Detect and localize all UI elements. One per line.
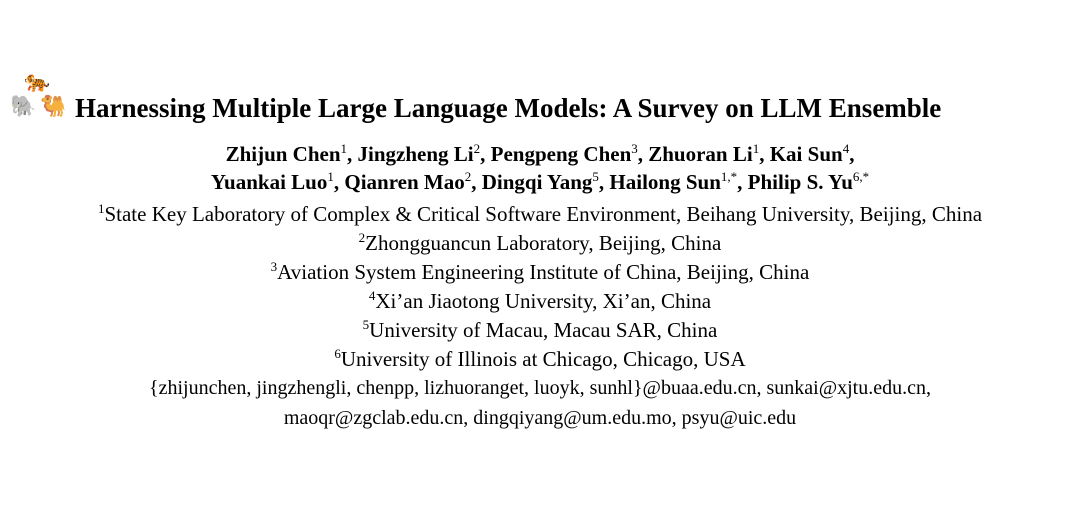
author-name: Kai Sun [769,142,843,166]
affiliation-line [0,200,1080,229]
author-separator: , [737,170,748,194]
author-affiliation-mark: 3 [631,141,638,156]
author-separator: , [849,142,855,166]
title-emoji-group [10,70,74,126]
affiliation-text: Aviation System Engineering Institute of China, Beijing, China [277,260,810,284]
author-affiliation-mark: 1 [327,169,334,184]
tiger-icon: 🐅 [24,69,51,93]
author-name: Jingzheng Li [357,142,474,166]
affiliation-line [0,258,1080,287]
affiliation-text: State Key Laboratory of Complex & Critical Software Environment, Beihang University, Beijing, China [104,202,983,226]
affiliation-mark: 1 [97,201,105,216]
author-list [0,140,1080,196]
author-name: Dingqi Yang [481,170,593,194]
affiliation-mark: 2 [358,230,366,245]
author-affiliation-mark: 2 [473,141,481,156]
author-separator: , [759,142,770,166]
paper-title: Harnessing Multiple Large Language Models: A Survey on LLM Ensemble [75,93,942,123]
author-line-2 [0,168,1080,196]
author-separator: , [637,142,649,166]
author-affiliation-mark: 6,* [852,169,870,184]
author-affiliation-mark: 4 [842,141,850,156]
author-name: Zhuoran Li [648,142,753,166]
affiliation-mark: 3 [270,259,278,274]
author-separator: , [480,142,491,166]
author-line-1 [0,140,1080,168]
author-affiliation-mark: 1,* [720,169,738,184]
author-name: Qianren Mao [344,170,465,194]
affiliation-mark: 4 [368,288,376,303]
camel-icon: 🐫 [40,94,67,118]
author-name: Philip S. Yu [747,170,853,194]
author-name: Yuankai Luo [210,170,328,194]
author-separator: , [333,170,345,194]
author-name: Zhijun Chen [225,142,341,166]
affiliation-text: University of Macau, Macau SAR, China [369,318,718,342]
affiliation-line [0,229,1080,258]
email-line-2: maoqr@zgclab.edu.cn, dingqiyang@um.edu.mo, psyu@uic.edu [283,407,797,429]
affiliation-text: University of Illinois at Chicago, Chicago, USA [340,347,746,371]
affiliation-mark: 5 [362,317,370,332]
author-affiliation-mark: 1 [752,141,760,156]
author-affiliation-mark: 1 [340,141,348,156]
affiliation-line [0,316,1080,345]
author-separator: , [598,170,610,194]
email-list [0,373,1080,433]
affiliation-text: Xi’an Jiaotong University, Xi’an, China [375,289,712,313]
author-separator: , [347,142,358,166]
affiliation-text: Zhongguancun Laboratory, Beijing, China [365,231,722,255]
elephant-icon: 🐘 [10,94,37,118]
affiliation-line [0,287,1080,316]
author-name: Pengpeng Chen [490,142,632,166]
affiliation-list [0,200,1080,374]
affiliation-line [0,345,1080,374]
author-separator: , [471,170,482,194]
title-block [0,70,1080,130]
author-name: Hailong Sun [609,170,721,194]
email-line-1: {zhijunchen, jingzhengli, chenpp, lizhuoranget, luoyk, sunhl}@buaa.edu.cn, sunkai@xjtu.edu.cn, [149,377,931,399]
author-affiliation-mark: 2 [464,169,472,184]
affiliation-mark: 6 [334,346,341,361]
author-affiliation-mark: 5 [592,169,599,184]
